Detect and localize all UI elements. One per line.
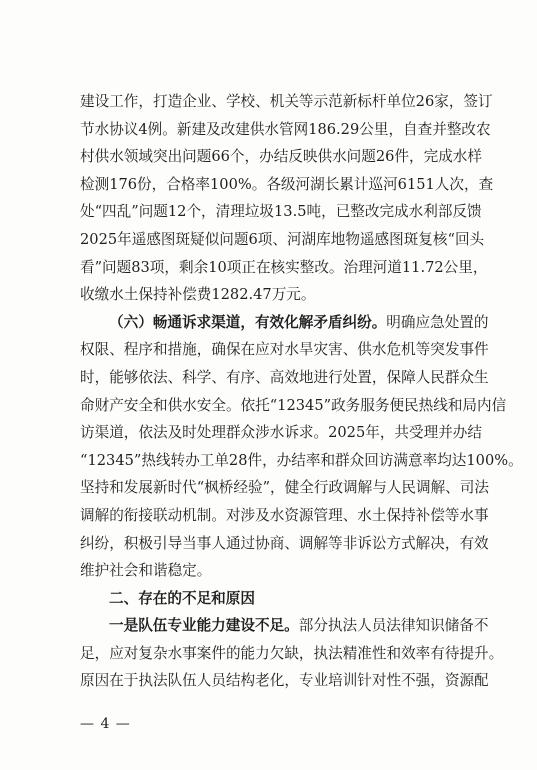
text-line: 处“四乱”问题12个，清理垃圾13.5吨，已整改完成水利部反馈 [80, 203, 482, 221]
text-line: 村供水领域突出问题66个，办结反映供水问题26件，完成水样 [80, 148, 482, 166]
text-line: 权限、程序和措施，确保在应对水旱灾害、供水危机等突发事件 [80, 341, 489, 359]
text-line: 访渠道，依法及时处理群众涉水诉求。2025年，共受理并办结 [80, 424, 482, 442]
paragraph-lead: （六）畅通诉求渠道，有效化解矛盾纠纷。 [109, 313, 387, 331]
text-line [80, 309, 489, 337]
text-line: 纠纷，积极引导当事人通过协商、调解等非诉讼方式解决，有效 [80, 534, 489, 552]
document-body [80, 88, 523, 695]
paragraph-team-capability [80, 612, 504, 695]
paragraph-appeal-channels [80, 309, 523, 585]
text-fragment: 明确应急处置的 [386, 313, 489, 331]
text-line: 检测176份，合格率100%。各级河湖长累计巡河6151人次，查 [80, 175, 494, 193]
text-line: 原因在于执法队伍人员结构老化，专业培训针对性不强，资源配 [80, 672, 489, 690]
text-fragment: 部分执法人员法律知识储备不 [298, 617, 489, 635]
page-number: — 4 — [80, 716, 131, 732]
text-line: 时，能够依法、科学、有序、高效地进行处置，保障人民群众生 [80, 368, 489, 386]
text-line: 节水协议4例。新建及改建供水管网186.29公里，自查并整改农 [80, 120, 491, 138]
text-line [80, 612, 489, 640]
section-heading: 二、存在的不足和原因 [109, 589, 255, 607]
text-line: 建设工作，打造企业、学校、机关等示范新标杆单位26家，签订 [80, 93, 493, 110]
text-line: 命财产安全和供水安全。依托“12345”政务服务便民热线和局内信 [80, 396, 507, 414]
paragraph-lead: 一是队伍专业能力建设不足。 [109, 617, 299, 635]
text-line: “12345”热线转办工单28件，办结率和群众回访满意率均达100%。 [80, 451, 523, 469]
text-line: 足，应对复杂水事案件的能力欠缺，执法精准性和效率有待提升。 [80, 644, 504, 662]
text-line: 维护社会和谐稳定。 [80, 562, 212, 580]
text-line: 调解的衔接联动机制。对涉及水资源管理、水土保持补偿等水事 [80, 506, 489, 524]
paragraph-water-saving-results [80, 88, 494, 309]
text-line: 坚持和发展新时代“枫桥经验”，健全行政调解与人民调解、司法 [80, 479, 489, 497]
text-line: 2025年遥感图斑疑似问题6项、河湖库地物遥感图斑复核“回头 [80, 230, 485, 248]
text-line: 看”问题83项，剩余10项正在核实整改。治理河道11.72公里， [80, 258, 488, 276]
text-line: 收缴水土保持补偿费1282.47万元。 [80, 286, 316, 304]
